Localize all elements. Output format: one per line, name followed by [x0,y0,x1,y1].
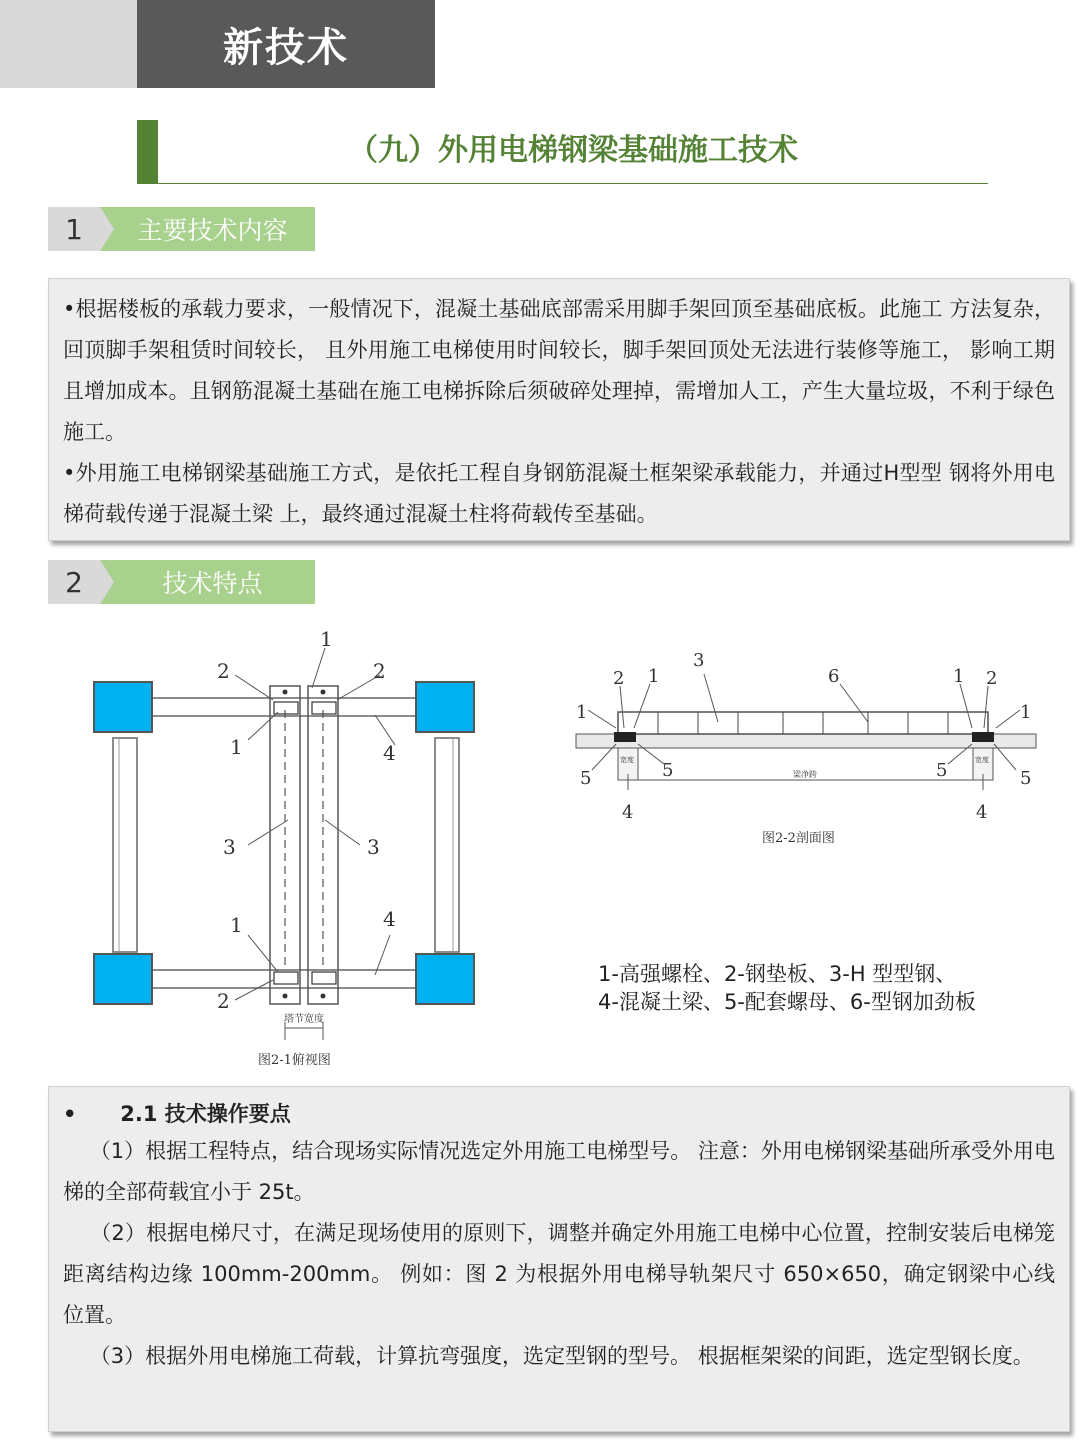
legend-line-2: 4-混凝土梁、5-配套螺母、6-型钢加劲板 [598,990,976,1014]
section-label-6: 6 [828,666,840,687]
step-3: （3）根据外用电梯施工荷载，计算抗弯强度，选定型钢的型号。 根据框架梁的间距，选定型钢长度。 [63,1344,1034,1368]
paragraph-1: •根据楼板的承载力要求，一般情况下，混凝土基础底部需采用脚手架回顶至基础底板。此施工 方法复杂，回顶脚手架租赁时间较长， 且外用施工电梯使用时间较长，脚手架回顶处无法进行装修等施工， 影响工期且增加成本。且钢筋混凝土基础在施工电梯拆除后须破碎处理掉，需增加人工，产生大量垃圾，不利于绿色施工。 [63,297,1055,444]
section-label-5-right-inner: 5 [936,760,948,781]
section-label-2-left: 2 [613,668,625,689]
section-sub-label-right: 宽度 [975,756,989,764]
plan-label-4-top: 4 [383,741,396,765]
section-label-5-right-outer: 5 [1020,768,1032,789]
section-label-4-left: 4 [622,802,634,823]
section-label-1-left: 1 [576,702,588,723]
section-2-arrow [100,560,114,604]
legend-line-1: 1-高强螺栓、2-钢垫板、3-H 型型钢、 [598,962,957,986]
section-2-label: 技术特点 [100,560,315,604]
figure-plan-view [80,620,500,1075]
column-top-right [416,682,474,732]
step-1: （1）根据工程特点，结合现场实际情况选定外用施工电梯型号。 注意：外用电梯钢梁基础所承受外用电梯的全部荷载宜小于 25t。 [63,1139,1055,1204]
plan-label-2-left: 2 [217,659,230,683]
plan-label-1-top: 1 [320,627,333,651]
title-underline [158,183,988,184]
section-1-label: 主要技术内容 [100,207,315,251]
section-label-1-right-top: 1 [953,666,965,687]
section-label-5-left-outer: 5 [580,768,592,789]
plan-label-2-bottom: 2 [217,989,230,1013]
column-bottom-right [416,954,474,1004]
content-box-1 [48,278,1070,541]
plan-label-3-left: 3 [223,835,236,859]
plan-label-1-left: 1 [230,735,243,759]
subheading-2-1: • 2.1 技术操作要点 [63,1102,291,1126]
step-2: （2）根据电梯尺寸，在满足现场使用的原则下，调整并确定外用施工电梯中心位置，控制安装后电梯笼距离结构边缘 100mm-200mm。 例如：图 2 为根据外用电梯导轨架尺寸 650×650，确定钢梁中心线 位置。 [63,1221,1062,1327]
section-label-3: 3 [693,650,705,671]
plan-width-label: 塔节宽度 [284,1014,324,1025]
section-caption: 图2-2剖面图 [762,831,835,846]
title-accent-bar [137,120,158,184]
section-label-1-right: 1 [1020,702,1032,723]
plan-label-4-bottom: 4 [383,907,396,931]
section-2-number: 2 [48,560,100,604]
section-label-5-left-inner: 5 [662,760,674,781]
content-box-2 [48,1086,1070,1432]
header-tag: 新技术 [137,0,435,88]
plan-label-1-bottom: 1 [230,913,243,937]
section-1-number: 1 [48,207,100,251]
section-label-4-right: 4 [976,802,988,823]
figure-legend [598,960,976,1016]
paragraph-2: •外用施工电梯钢梁基础施工方式，是依托工程自身钢筋混凝土框架梁承载能力，并通过H型型 钢将外用电梯荷载传递于混凝土梁 上，最终通过混凝土柱将荷载传至基础。 [63,461,1055,526]
section-label-2-right: 2 [986,668,998,689]
section-span-label: 梁净跨 [793,770,817,779]
section-1-arrow [100,207,114,251]
column-top-left [94,682,152,732]
section-sub-label-left: 宽度 [620,756,634,764]
plan-label-2-right: 2 [373,659,386,683]
plan-caption: 图2-1俯视图 [258,1053,331,1068]
section-label-1-left-top: 1 [648,666,660,687]
plan-label-3-right: 3 [367,835,380,859]
figure-section-view [568,640,1048,855]
header-grey-block [0,0,137,88]
column-bottom-left [94,954,152,1004]
page-title: （九）外用电梯钢梁基础施工技术 [348,133,798,168]
